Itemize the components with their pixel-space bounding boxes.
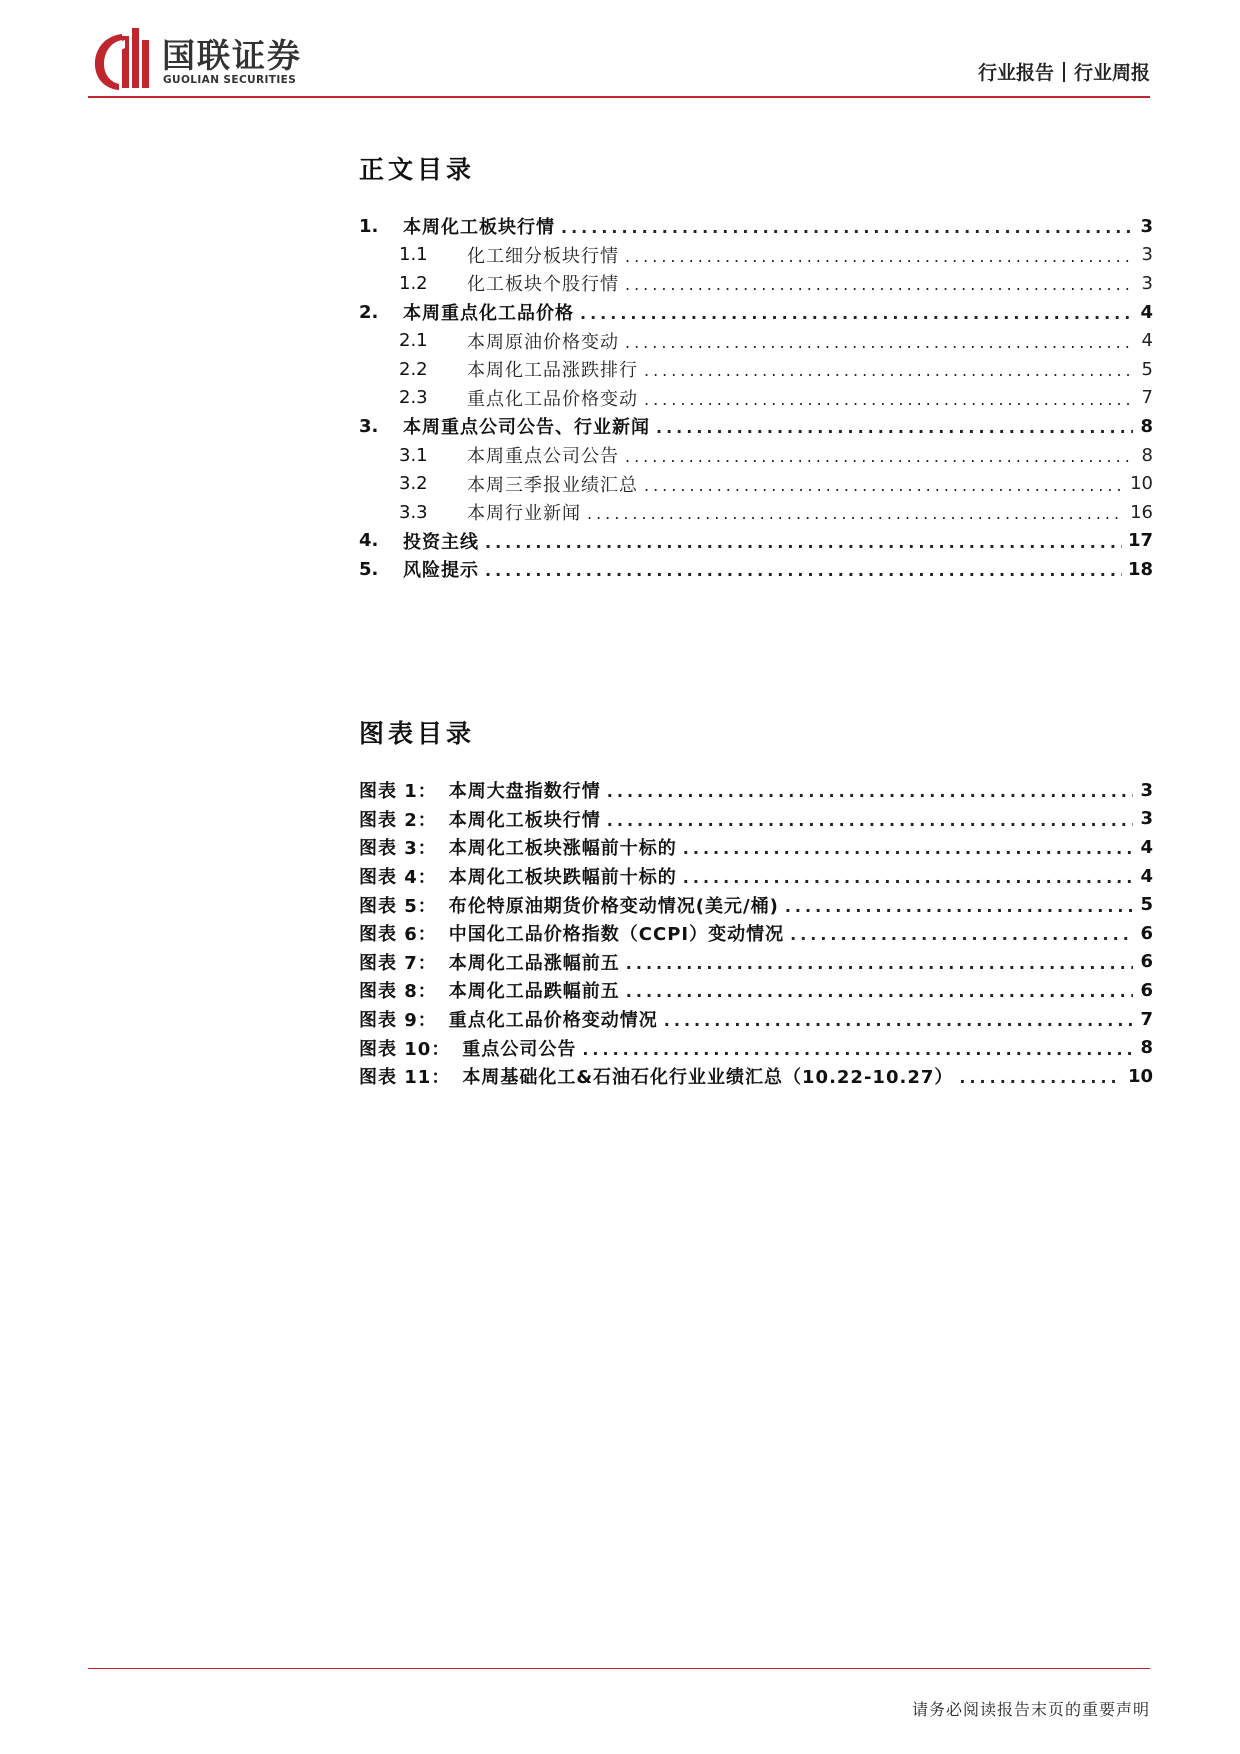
report-type-separator <box>1063 62 1065 82</box>
chart-entry-page: 6 <box>1140 922 1153 944</box>
body-toc-list <box>359 212 1153 584</box>
logo-english-text: GUOLIAN SECURITIES <box>163 74 297 86</box>
chart-toc-entry[interactable] <box>359 805 1153 834</box>
toc-entry-number: 3. <box>359 415 379 437</box>
chart-entry-title: 本周化工品涨幅前五 <box>448 952 620 974</box>
chart-toc-entry[interactable] <box>359 919 1153 948</box>
body-table-of-contents <box>359 150 1153 584</box>
toc-entry-page: 7 <box>1141 387 1153 409</box>
toc-entry-title: 本周重点公司公告 <box>467 446 619 468</box>
chart-toc-entry[interactable] <box>359 833 1153 862</box>
toc-entry-page: 3 <box>1140 215 1153 237</box>
chart-entry-title: 本周化工板块涨幅前十标的 <box>448 838 677 860</box>
toc-entry-page: 4 <box>1141 330 1153 352</box>
chart-entry-label: 图表 5： <box>359 895 437 917</box>
chart-toc-list <box>359 776 1153 1091</box>
header-divider <box>88 96 1150 98</box>
toc-dot-leader <box>625 249 1133 265</box>
chart-entry-page: 8 <box>1140 1037 1153 1059</box>
toc-dot-leader <box>485 535 1122 551</box>
toc-dot-leader <box>607 813 1133 829</box>
footer-divider <box>88 1668 1150 1669</box>
chart-toc-title: 图表目录 <box>359 719 476 748</box>
toc-dot-leader <box>625 335 1133 351</box>
chart-toc-entry[interactable] <box>359 948 1153 977</box>
page-header <box>0 0 1240 100</box>
toc-dot-leader <box>587 506 1124 522</box>
chart-entry-title: 重点化工品价格变动情况 <box>448 1010 658 1032</box>
chart-toc-entry[interactable] <box>359 890 1153 919</box>
chart-entry-page: 4 <box>1140 836 1153 858</box>
chart-entry-label: 图表 7： <box>359 952 437 974</box>
toc-entry-page: 8 <box>1141 444 1153 466</box>
toc-entry-number: 2.2 <box>399 358 428 380</box>
toc-entry-title: 本周重点化工品价格 <box>403 303 574 325</box>
disclaimer-note: 请务必阅读报告末页的重要声明 <box>911 1700 1150 1719</box>
toc-subsection-entry[interactable] <box>359 469 1153 498</box>
chart-entry-page: 6 <box>1140 979 1153 1001</box>
company-logo <box>92 26 332 92</box>
toc-entry-number: 3.2 <box>399 473 428 495</box>
toc-entry-number: 2. <box>359 301 379 323</box>
logo-chinese-text: 国联证券 <box>162 36 302 75</box>
chart-entry-title: 中国化工品价格指数（CCPI）变动情况 <box>448 924 785 946</box>
chart-toc-entry[interactable] <box>359 976 1153 1005</box>
toc-entry-title: 化工板块个股行情 <box>467 274 619 296</box>
chart-toc-entry[interactable] <box>359 862 1153 891</box>
toc-subsection-entry[interactable] <box>359 498 1153 527</box>
chart-entry-label: 图表 4： <box>359 867 437 889</box>
toc-dot-leader <box>625 277 1133 293</box>
toc-entry-number: 3.1 <box>399 444 428 466</box>
toc-entry-title: 本周行业新闻 <box>467 503 581 525</box>
toc-dot-leader <box>785 899 1133 915</box>
chart-entry-label: 图表 9： <box>359 1010 437 1032</box>
chart-entry-page: 3 <box>1140 779 1153 801</box>
toc-entry-title: 本周化工品涨跌排行 <box>467 360 638 382</box>
chart-entry-page: 7 <box>1140 1008 1153 1030</box>
chart-entry-label: 图表 8： <box>359 981 437 1003</box>
chart-entry-title: 本周化工板块跌幅前十标的 <box>448 867 677 889</box>
chart-entry-page: 4 <box>1140 865 1153 887</box>
report-type-weekly: 行业周报 <box>1073 62 1150 84</box>
toc-entry-title: 风险提示 <box>403 560 479 582</box>
chart-entry-title: 重点公司公告 <box>462 1038 577 1060</box>
toc-entry-title: 本周原油价格变动 <box>467 331 619 353</box>
chart-entry-title: 本周基础化工&石油石化行业业绩汇总（10.22-10.27） <box>462 1067 954 1089</box>
toc-entry-title: 化工细分板块行情 <box>467 245 619 267</box>
toc-entry-title: 重点化工品价格变动 <box>467 388 638 410</box>
chart-toc-entry[interactable] <box>359 1033 1153 1062</box>
toc-entry-title: 投资主线 <box>403 531 479 553</box>
toc-dot-leader <box>644 478 1124 494</box>
toc-entry-page: 5 <box>1141 358 1153 380</box>
toc-entry-page: 16 <box>1130 501 1153 523</box>
toc-section-entry[interactable] <box>359 212 1153 241</box>
chart-entry-page: 10 <box>1127 1065 1153 1087</box>
chart-entry-label: 图表 2： <box>359 809 437 831</box>
toc-dot-leader <box>683 841 1133 857</box>
toc-entry-title: 本周重点公司公告、行业新闻 <box>403 417 650 439</box>
toc-subsection-entry[interactable] <box>359 355 1153 384</box>
toc-dot-leader <box>959 1070 1122 1086</box>
toc-section-entry[interactable] <box>359 555 1153 584</box>
chart-entry-page: 5 <box>1140 894 1153 916</box>
toc-dot-leader <box>626 956 1133 972</box>
chart-entry-title: 本周化工板块行情 <box>448 809 601 831</box>
toc-entry-page: 18 <box>1127 558 1153 580</box>
toc-dot-leader <box>625 449 1133 465</box>
toc-entry-number: 5. <box>359 558 379 580</box>
body-toc-title: 正文目录 <box>359 155 476 184</box>
toc-subsection-entry[interactable] <box>359 326 1153 355</box>
chart-toc-entry[interactable] <box>359 1005 1153 1034</box>
chart-entry-page: 6 <box>1140 951 1153 973</box>
toc-entry-number: 1. <box>359 215 379 237</box>
chart-entry-page: 3 <box>1140 808 1153 830</box>
toc-entry-page: 10 <box>1130 473 1153 495</box>
toc-subsection-entry[interactable] <box>359 384 1153 413</box>
chart-entry-title: 布伦特原油期货价格变动情况(美元/桶) <box>448 895 779 917</box>
logo-mark-icon <box>92 26 154 92</box>
chart-entry-label: 图表 6： <box>359 924 437 946</box>
toc-entry-page: 17 <box>1127 530 1153 552</box>
toc-dot-leader <box>644 392 1133 408</box>
report-type-industry: 行业报告 <box>977 62 1054 84</box>
chart-entry-label: 图表 10： <box>359 1038 451 1060</box>
chart-entry-label: 图表 1： <box>359 781 437 803</box>
toc-section-entry[interactable] <box>359 527 1153 556</box>
toc-entry-title: 本周三季报业绩汇总 <box>467 474 638 496</box>
toc-entry-page: 3 <box>1141 244 1153 266</box>
toc-dot-leader <box>656 420 1133 436</box>
toc-entry-number: 3.3 <box>399 501 428 523</box>
toc-entry-page: 3 <box>1141 272 1153 294</box>
toc-subsection-entry[interactable] <box>359 441 1153 470</box>
toc-dot-leader <box>607 784 1133 800</box>
report-type <box>978 58 1150 85</box>
toc-dot-leader <box>790 927 1133 943</box>
chart-entry-label: 图表 11： <box>359 1067 451 1089</box>
toc-dot-leader <box>582 1042 1133 1058</box>
toc-dot-leader <box>485 563 1122 579</box>
toc-entry-number: 2.3 <box>399 387 428 409</box>
toc-entry-title: 本周化工板块行情 <box>403 217 555 239</box>
toc-entry-number: 1.1 <box>399 244 428 266</box>
chart-entry-label: 图表 3： <box>359 838 437 860</box>
toc-entry-number: 2.1 <box>399 330 428 352</box>
toc-entry-page: 8 <box>1140 415 1153 437</box>
toc-section-entry[interactable] <box>359 298 1153 327</box>
toc-dot-leader <box>664 1013 1133 1029</box>
toc-subsection-entry[interactable] <box>359 241 1153 270</box>
toc-dot-leader <box>683 870 1133 886</box>
toc-dot-leader <box>626 984 1133 1000</box>
chart-toc-entry[interactable] <box>359 1062 1153 1091</box>
chart-toc-entry[interactable] <box>359 776 1153 805</box>
toc-entry-page: 4 <box>1140 301 1153 323</box>
toc-subsection-entry[interactable] <box>359 269 1153 298</box>
chart-table-of-contents <box>359 714 1153 1091</box>
chart-entry-title: 本周化工品跌幅前五 <box>448 981 620 1003</box>
toc-entry-number: 1.2 <box>399 272 428 294</box>
toc-dot-leader <box>580 306 1133 322</box>
toc-dot-leader <box>644 363 1133 379</box>
toc-dot-leader <box>561 220 1133 236</box>
toc-section-entry[interactable] <box>359 412 1153 441</box>
chart-entry-title: 本周大盘指数行情 <box>448 781 601 803</box>
toc-entry-number: 4. <box>359 530 379 552</box>
